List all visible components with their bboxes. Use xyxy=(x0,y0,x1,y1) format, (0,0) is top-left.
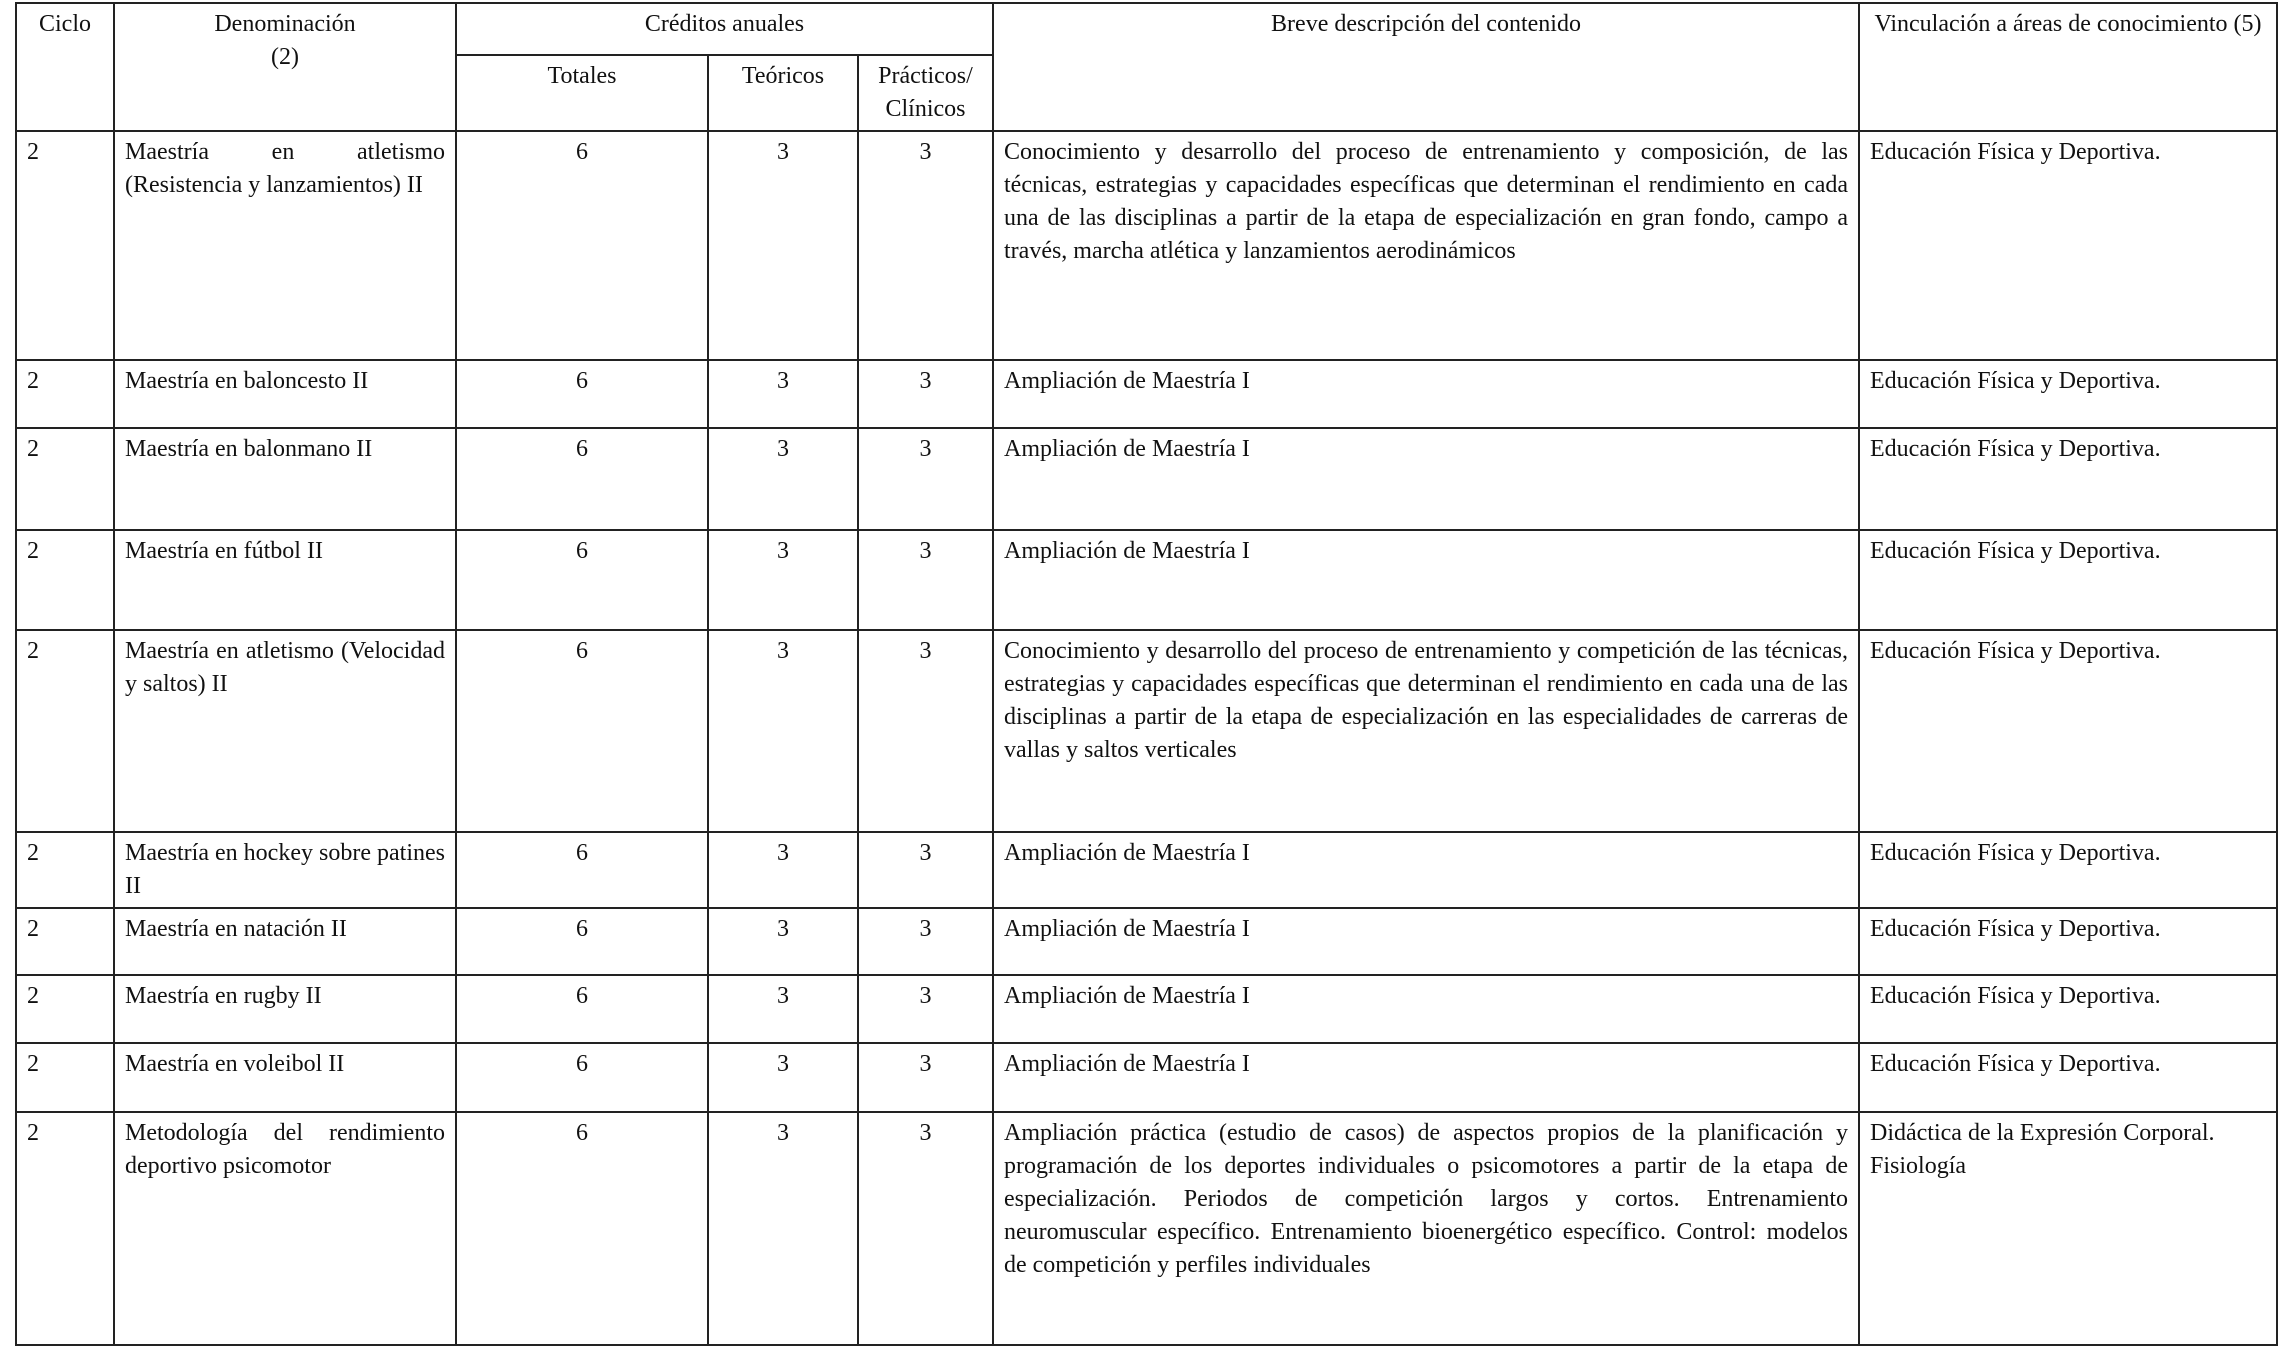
header-denominacion-note: (2) xyxy=(271,44,299,70)
cell-ciclo: 2 xyxy=(16,530,114,630)
cell-practicos: 3 xyxy=(858,530,993,630)
header-practicos-line2: Clínicos xyxy=(885,96,966,122)
table-row xyxy=(16,360,2277,428)
header-practicos xyxy=(858,55,993,131)
header-creditos: Créditos anuales xyxy=(456,3,993,55)
cell-totales: 6 xyxy=(456,832,708,908)
cell-teoricos: 3 xyxy=(708,131,858,360)
table-row xyxy=(16,131,2277,360)
cell-ciclo: 2 xyxy=(16,630,114,832)
cell-practicos: 3 xyxy=(858,908,993,975)
cell-descripcion: Ampliación de Maestría I xyxy=(993,428,1859,530)
cell-teoricos: 3 xyxy=(708,908,858,975)
cell-ciclo: 2 xyxy=(16,360,114,428)
table-row xyxy=(16,1112,2277,1345)
cell-totales: 6 xyxy=(456,630,708,832)
header-vinculacion: Vinculación a áreas de conocimiento (5) xyxy=(1859,3,2277,131)
cell-vinculacion: Educación Física y Deportiva. xyxy=(1859,1043,2277,1112)
cell-totales: 6 xyxy=(456,1043,708,1112)
cell-vinculacion: Educación Física y Deportiva. xyxy=(1859,131,2277,360)
cell-ciclo: 2 xyxy=(16,1043,114,1112)
cell-ciclo: 2 xyxy=(16,908,114,975)
cell-denominacion: Maestría en atletismo (Velocidad y saltos) II xyxy=(114,630,456,832)
cell-teoricos: 3 xyxy=(708,1112,858,1345)
cell-practicos: 3 xyxy=(858,428,993,530)
cell-descripcion: Ampliación de Maestría I xyxy=(993,832,1859,908)
header-denominacion-label: Denominación xyxy=(214,11,356,37)
cell-ciclo: 2 xyxy=(16,975,114,1043)
cell-ciclo: 2 xyxy=(16,832,114,908)
cell-teoricos: 3 xyxy=(708,1043,858,1112)
cell-descripcion: Ampliación práctica (estudio de casos) de aspectos propios de la planificación y programación de los deportes individuales o psicomotores a partir de la etapa de especialización. Periodos de competición largos y cortos. Entrenamiento neuromuscular específico. Entrenamiento bioenergético específico. Control: modelos de competición y perfiles individuales xyxy=(993,1112,1859,1345)
cell-descripcion: Ampliación de Maestría I xyxy=(993,1043,1859,1112)
cell-practicos: 3 xyxy=(858,975,993,1043)
cell-denominacion: Maestría en fútbol II xyxy=(114,530,456,630)
cell-teoricos: 3 xyxy=(708,832,858,908)
curriculum-table xyxy=(15,2,2278,1346)
cell-vinculacion: Educación Física y Deportiva. xyxy=(1859,832,2277,908)
cell-descripcion: Conocimiento y desarrollo del proceso de entrenamiento y competición de las técnicas, estrategias y capacidades específicas que determinan el rendimiento en cada una de las disciplinas a partir de la etapa de especialización en las especialidades de carreras de vallas y saltos verticales xyxy=(993,630,1859,832)
cell-vinculacion: Educación Física y Deportiva. xyxy=(1859,630,2277,832)
cell-practicos: 3 xyxy=(858,131,993,360)
table-row xyxy=(16,832,2277,908)
cell-ciclo: 2 xyxy=(16,1112,114,1345)
cell-descripcion: Ampliación de Maestría I xyxy=(993,975,1859,1043)
cell-totales: 6 xyxy=(456,975,708,1043)
cell-practicos: 3 xyxy=(858,832,993,908)
cell-practicos: 3 xyxy=(858,630,993,832)
table-row xyxy=(16,975,2277,1043)
cell-descripcion: Ampliación de Maestría I xyxy=(993,360,1859,428)
cell-totales: 6 xyxy=(456,428,708,530)
header-totales: Totales xyxy=(456,55,708,131)
cell-teoricos: 3 xyxy=(708,975,858,1043)
cell-practicos: 3 xyxy=(858,1112,993,1345)
cell-teoricos: 3 xyxy=(708,360,858,428)
cell-denominacion: Metodología del rendimiento deportivo psicomotor xyxy=(114,1112,456,1345)
cell-teoricos: 3 xyxy=(708,428,858,530)
header-ciclo: Ciclo xyxy=(16,3,114,131)
cell-vinculacion: Educación Física y Deportiva. xyxy=(1859,360,2277,428)
cell-denominacion: Maestría en atletismo (Resistencia y lanzamientos) II xyxy=(114,131,456,360)
header-denominacion xyxy=(114,3,456,131)
cell-totales: 6 xyxy=(456,131,708,360)
cell-teoricos: 3 xyxy=(708,630,858,832)
table-row xyxy=(16,530,2277,630)
cell-descripcion: Conocimiento y desarrollo del proceso de entrenamiento y composición, de las técnicas, estrategias y capacidades específicas que determinan el rendimiento en cada una de las disciplinas a partir de la etapa de especialización en gran fondo, campo a través, marcha atlética y lanzamientos aerodinámicos xyxy=(993,131,1859,360)
cell-vinculacion: Educación Física y Deportiva. xyxy=(1859,975,2277,1043)
cell-denominacion: Maestría en rugby II xyxy=(114,975,456,1043)
cell-denominacion: Maestría en hockey sobre patines II xyxy=(114,832,456,908)
cell-vinculacion: Didáctica de la Expresión Corporal. Fisiología xyxy=(1859,1112,2277,1345)
cell-ciclo: 2 xyxy=(16,428,114,530)
table-row xyxy=(16,630,2277,832)
cell-totales: 6 xyxy=(456,530,708,630)
cell-denominacion: Maestría en voleibol II xyxy=(114,1043,456,1112)
cell-descripcion: Ampliación de Maestría I xyxy=(993,908,1859,975)
cell-totales: 6 xyxy=(456,1112,708,1345)
cell-vinculacion: Educación Física y Deportiva. xyxy=(1859,530,2277,630)
cell-descripcion: Ampliación de Maestría I xyxy=(993,530,1859,630)
header-descripcion: Breve descripción del contenido xyxy=(993,3,1859,131)
cell-vinculacion: Educación Física y Deportiva. xyxy=(1859,428,2277,530)
cell-denominacion: Maestría en natación II xyxy=(114,908,456,975)
cell-vinculacion: Educación Física y Deportiva. xyxy=(1859,908,2277,975)
header-teoricos: Teóricos xyxy=(708,55,858,131)
cell-practicos: 3 xyxy=(858,360,993,428)
table-row xyxy=(16,1043,2277,1112)
cell-denominacion: Maestría en balonmano II xyxy=(114,428,456,530)
header-practicos-line1: Prácticos/ xyxy=(878,63,973,89)
cell-totales: 6 xyxy=(456,908,708,975)
cell-totales: 6 xyxy=(456,360,708,428)
table-row xyxy=(16,428,2277,530)
cell-denominacion: Maestría en baloncesto II xyxy=(114,360,456,428)
cell-ciclo: 2 xyxy=(16,131,114,360)
cell-practicos: 3 xyxy=(858,1043,993,1112)
table-row xyxy=(16,908,2277,975)
cell-teoricos: 3 xyxy=(708,530,858,630)
